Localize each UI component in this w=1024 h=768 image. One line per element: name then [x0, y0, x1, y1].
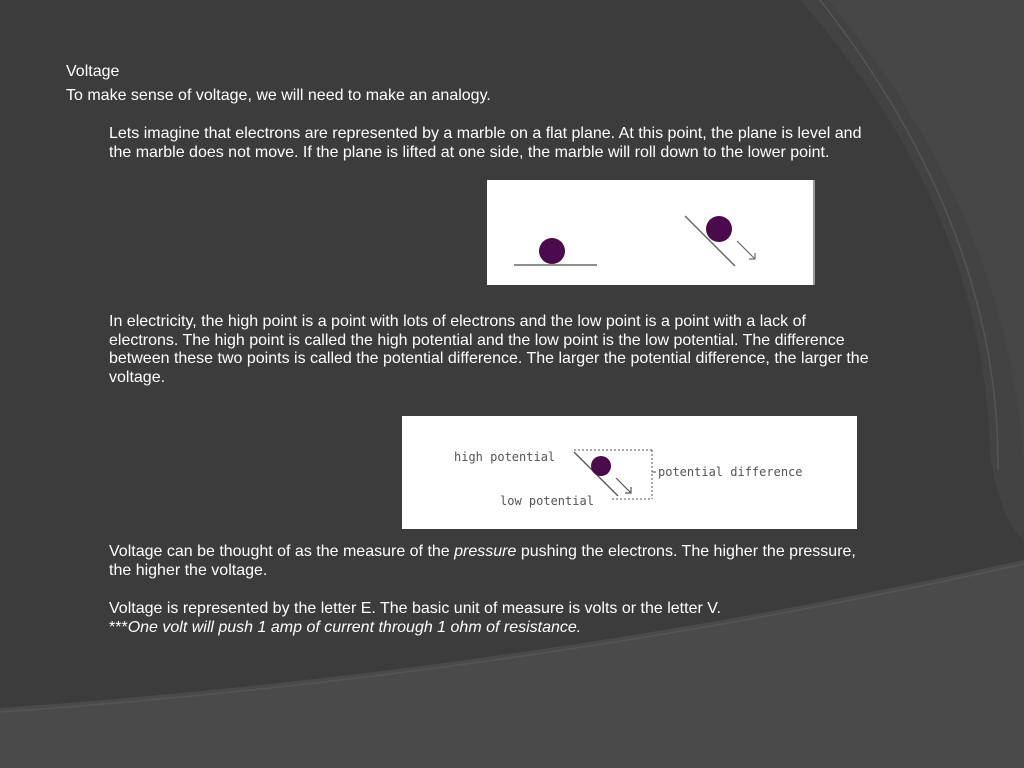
potential-difference-figure	[402, 416, 857, 529]
roll-arrow-icon	[616, 478, 631, 493]
marble-analogy-figure	[487, 180, 815, 285]
potential-diagram	[402, 416, 857, 529]
slide-title: Voltage	[66, 63, 120, 80]
paragraph-marble-analogy: Lets imagine that electrons are represented by a marble on a flat plane. At this point, the plane is level and the marble does not move. If the plane is lifted at one side, the marble will roll down to the lower point.	[109, 125, 862, 161]
pressure-text-before: Voltage can be thought of as the measure of the	[109, 543, 455, 560]
volt-note-prefix: ***	[109, 618, 128, 636]
volt-note: One volt will push 1 amp of current through 1 ohm of resistance.	[127, 618, 582, 636]
marble-diagram	[487, 180, 813, 285]
potential-difference-label: potential difference	[658, 465, 803, 479]
paragraph-volt-definition	[109, 600, 879, 637]
pressure-emphasis: pressure	[454, 543, 517, 560]
marble-rolling-icon	[706, 216, 732, 242]
pressure-text-after: pushing the electrons. The higher the pressure, the higher the voltage.	[109, 543, 856, 579]
volt-definition-text: Voltage is represented by the letter E. The basic unit of measure is volts or the letter V.	[109, 600, 721, 617]
high-potential-label: high potential	[454, 450, 556, 464]
paragraph-potential: In electricity, the high point is a point with lots of electrons and the low point is a point with a lack of electrons. The high point is called the high potential and the low point is the low potential. The difference between these two points is called the potential difference. The larger the potential difference, the larger the voltage.	[109, 313, 869, 386]
paragraph-pressure	[109, 543, 879, 580]
marble-flat-icon	[539, 238, 565, 264]
low-potential-label: low potential	[500, 494, 594, 508]
intro-text: To make sense of voltage, we will need to make an analogy.	[66, 87, 491, 104]
marble-icon	[591, 456, 611, 476]
roll-arrow-icon	[737, 241, 755, 259]
